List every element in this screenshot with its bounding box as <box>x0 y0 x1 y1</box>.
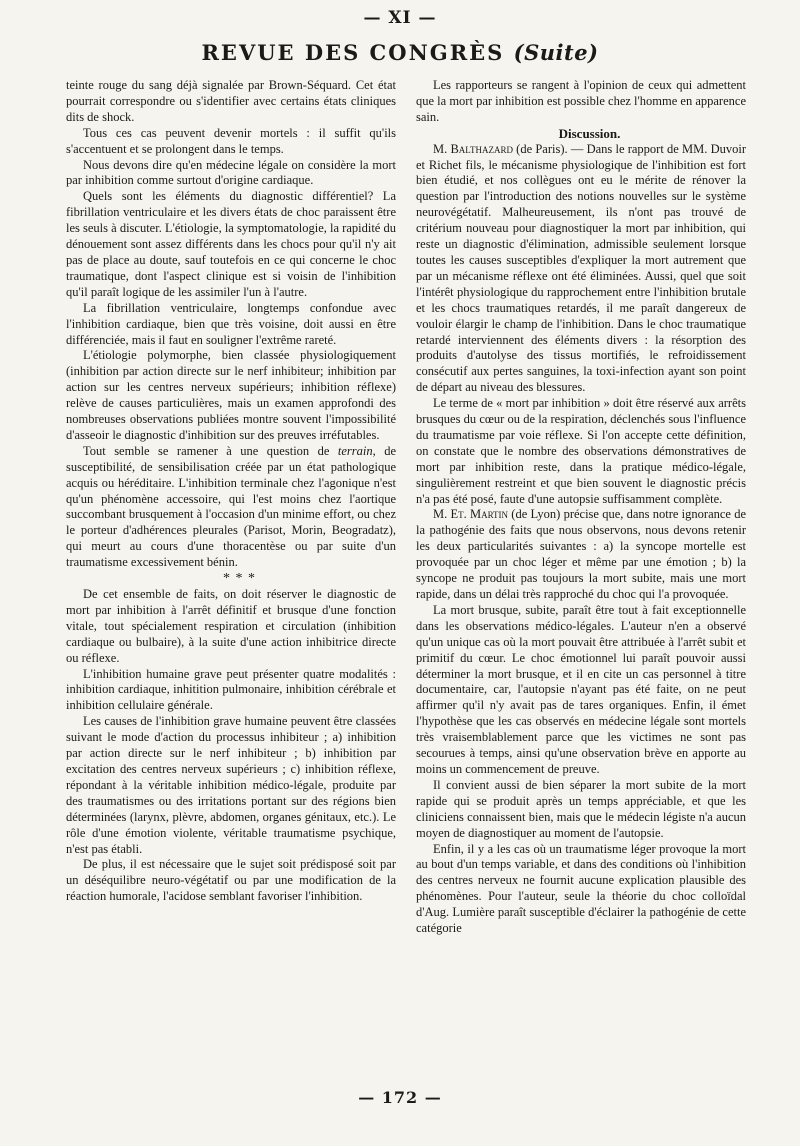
left-column <box>66 78 396 905</box>
text-run: Tout semble se ramener à une question de <box>83 443 338 458</box>
journal-title: REVUE DES CONGRÈS <box>201 40 505 65</box>
paragraph: Il convient aussi de bien séparer la mort subite de la mort rapide qui se produit après un temps appréciable, et que les cliniciens connaissent bien, mais que le médecin légiste n'a aucun moyen de diagnostiquer au moment de l'autopsie. <box>416 777 746 840</box>
title-suite: (Suite) <box>513 40 599 65</box>
paragraph: Le terme de « mort par inhibition » doit être réservé aux arrêts brusques du cœur ou de la respiration, déclenchés sous l'influence du traumatisme par voie réflexe. Si l'on accepte cette définition, on constate que le nombre des observations démonstratives de mort par inhibition reste, dans la pratique médico-légale, singulièrement restreint et que bien souvent le diagnostic précis n'a pas été posé, faute d'une autopsie suffisamment complète. <box>416 396 746 506</box>
text-run: , de susceptibilité, de sensibilisation créée par un état pathologique acquis ou héréditaire. L'inhibition terminale chez l'agonique n'est qu'un phénomène accessoire, qui l'est moins chez l'aortique succombant brusquement à l'occasion d'un minime effort, ou chez le porteur d'adhérences pleurales (Parisot, Morin, Beogradatz), qui meurt au cours d'une thoracentèse ou par suite d'un traumatisme excessivement bénin. <box>66 443 396 570</box>
paragraph: De plus, il est nécessaire que le sujet soit prédisposé soit par un déséquilibre neuro-végétatif ou par une modification de la réaction humorale, l'acidose semblant favoriser l'inhibition. <box>66 857 396 904</box>
paragraph: La fibrillation ventriculaire, longtemps confondue avec l'inhibition cardiaque, bien que très voisine, doit aussi en être différenciée, mais il faut en souligner l'extrême rareté. <box>66 300 396 347</box>
right-column <box>416 78 746 937</box>
page-number: — 172 — <box>358 1088 442 1107</box>
paragraph: De cet ensemble de faits, on doit réserver le diagnostic de mort par inhibition à l'arrêt définitif et brusque d'une fonction vitale, tout spécialement respiration et circulation (inhibition cardiaque ou bulbaire), à la suite d'une action inhibitrice directe ou réflexe. <box>66 587 396 665</box>
paragraph <box>66 444 396 571</box>
paragraph: teinte rouge du sang déjà signalée par Brown-Séquard. Cet état pourrait correspondre ou s'identifier avec certains états cliniques dits de shock. <box>66 78 396 124</box>
text-run: (de Paris). — Dans le rapport de MM. Duvoir et Richet fils, le mécanisme physiologique de l'inhibition est fort bien étudié, et nos collègues ont eu le mérite de rénover la question par l'introduction des notions nouvelles sur le système neurovégétatif. Malheureusement, ils n'ont pas trouvé de critérium nouveau pour diagnostiquer la mort par inhibition, qui reste un diagnostic d'élimination, admissible seulement lorsque toutes les causes susceptibles d'expliquer la mort autrement que par un mécanisme réflexe ont été éliminées. Aussi, quel que soit l'intérêt physiologique du rapprochement entre l'inhibition brutale et les chocs traumatiques retardés, il me paraît dangereux de vouloir élargir le champ de l'inhibition. Dans le choc traumatique retardé interviennent des éléments divers : la résorption des produits d'autolyse des tissus mortifiés, le refroidissement consécutif aux pertes sanguines, la toxi-infection ayant son point de départ au niveau des blessures. <box>416 141 747 395</box>
asterism-separator: * * * <box>223 571 256 587</box>
speaker-name: M. Balthazard <box>433 141 513 156</box>
paragraph: Quels sont les éléments du diagnostic différentiel? La fibrillation ventriculaire et les divers états de choc paraissent être les seuls à discuter. L'étiologie, la symptomatologie, la rapidité du dénouement sont assez différents dans les chocs pour qu'il n'y ait pas de place au doute, sauf toutefois en ce qui concerne le choc traumatique, dont l'aspect clinique est si voisin de l'inhibition qu'il paraît logique de les assimiler l'un à l'autre. <box>66 189 396 299</box>
paragraph: Tous ces cas peuvent devenir mortels : il suffit qu'ils s'accentuent et se prolongent dans le temps. <box>66 125 396 156</box>
emphasis-terrain: terrain <box>337 443 373 458</box>
paragraph: Nous devons dire qu'en médecine légale on considère la mort par inhibition comme surtout d'origine cardiaque. <box>66 157 396 188</box>
paragraph: Les causes de l'inhibition grave humaine peuvent être classées suivant le mode d'action du processus inhibiteur ; a) inhibition par action directe sur le nerf inhibiteur ; b) inhibition par excitation des centres nerveux supérieurs ; c) inhibition réflexe, répondant à la véritable inhibition médico-légale, produite par des traumatismes ou des irritations portant sur des régions bien déterminées (larynx, plèvre, abdomen, organes génitaux, etc.). Le rôle d'une émotion violente, véritable traumatisme psychique, n'est pas établi. <box>66 714 396 856</box>
speaker-name: M. Et. Martin <box>433 507 509 522</box>
paragraph: La mort brusque, subite, paraît être tout à fait exceptionnelle dans les observations médico-légales. L'auteur n'en a observé qu'un unique cas où la mort pouvait être attribuée à l'arrêt subit et primitif du cœur. Le choc émotionnel lui paraît pouvoir aussi déterminer la mort brusque, et il en cite un cas personnel à titre documentaire, car, l'autopsie n'ayant pas été faite, on ne peut affirmer qu'il n'y avait pas de tares organiques. Enfin, il émet l'hypothèse que les cas observés en médecine légale sont mortels très vraisemblablement parce que les victimes ne sont pas secourues à temps, ainsi qu'une observation brève en apporte au moins un commencement de preuve. <box>416 602 746 776</box>
paragraph <box>416 507 746 602</box>
paragraph: L'inhibition humaine grave peut présenter quatre modalités : inhibition cardiaque, inhitition pulmonaire, inhibition cérébrale et inhibition cellulaire générale. <box>66 666 396 713</box>
text-run: (de Lyon) précise que, dans notre ignorance de la pathogénie des faits que nous observons, nous devons retenir les deux particularités suivantes : a) la syncope mortelle est provoquée par un choc léger et même par une émotion ; b) la syncope ne produit pas toujours la mort subite, mais une mort rapide, dans un délai très rapproché du choc qui l'a provoquée. <box>416 507 746 601</box>
paragraph <box>416 142 746 397</box>
paragraph: Enfin, il y a les cas où un traumatisme léger provoque la mort au bout d'un temps variable, et dans des conditions où l'inhibition des centres nerveux ne fournit aucune explication plausible des phénomènes. Pour l'auteur, seule la théorie du choc colloïdal d'Aug. Lumière paraît susceptible d'éclairer la pathogénie de cette catégorie <box>416 841 746 936</box>
paragraph: L'étiologie polymorphe, bien classée physiologiquement (inhibition par action directe sur le nerf inhibiteur; inhibition par action sur les centres nerveux supérieurs; inhibition réflexe) relève de causes particulières, mais un examen approfondi des nombreuses observations publiées montre souvent l'impossibilité d'asseoir le diagnostic d'inhibition sur des preuves irréfutables. <box>66 348 396 442</box>
discussion-heading: Discussion. <box>558 125 621 141</box>
page-roman-numeral: — XI — <box>363 8 437 28</box>
paragraph: Les rapporteurs se rangent à l'opinion de ceux qui admettent que la mort par inhibition est possible chez l'homme en apparence sain. <box>416 78 746 124</box>
running-title <box>0 40 800 65</box>
